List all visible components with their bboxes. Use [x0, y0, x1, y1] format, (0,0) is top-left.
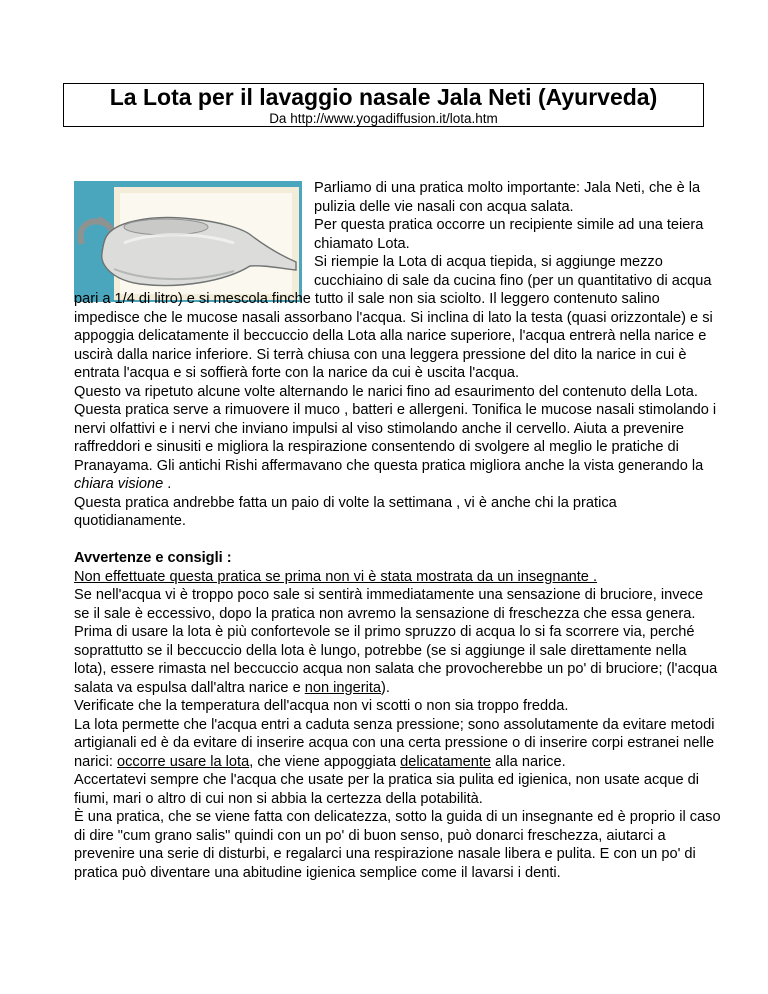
warnings-paragraph-3-end: alla narice. [491, 753, 566, 770]
warnings-paragraph-2: Verificate che la temperatura dell'acqua non vi scotti o non sia troppo fredda. [74, 698, 569, 714]
intro-paragraph-4: Questo va ripetuto alcune volte alternando le narici fino ad esaurimento del contenuto della Lota. [74, 383, 698, 400]
intro-paragraph-5-end: . [163, 476, 172, 492]
occorre-usare-la-lota-underlined: occorre usare la lota [116, 753, 250, 770]
warnings-paragraph-4: Accertatevi sempre che l'acqua che usate per la pratica sia pulita ed igienica, non usate acque di fiumi, mari o altro di cui non si abbia la certezza della potabilità. [74, 772, 700, 807]
warnings-heading: Avvertenze e consigli : [74, 550, 232, 566]
intro-paragraph-2: Per questa pratica occorre un recipiente simile ad una teiera chiamato Lota. [314, 217, 704, 252]
document-title: La Lota per il lavaggio nasale Jala Neti (Ayurveda) [109, 84, 658, 110]
article-body [74, 179, 722, 882]
image-spacer [74, 179, 314, 290]
section-gap [74, 531, 722, 550]
warnings-paragraph-3-mid: , che viene appoggiata [249, 753, 401, 770]
warnings-paragraph-5: È una pratica, che se viene fatta con delicatezza, sotto la guida di un insegnante ed è proprio il caso di dire "cum grano salis" quindi con un po' di buon senso, può donarci freschezza, aiutarci a prevenire una serie di disturbi, e regalarci una respirazione nasale libera e pulita. E con un po' di pratica può diventare una abitudine igienica semplice come il lavarsi i denti. [74, 809, 721, 881]
intro-paragraph-1: Parliamo di una pratica molto importante: Jala Neti, che è la pulizia delle vie nasali con acqua salata. [314, 180, 701, 215]
warnings-paragraph-3 [74, 716, 722, 772]
warnings-paragraph-1 [74, 586, 722, 697]
intro-paragraph-3: Si riempie la Lota di acqua tiepida, si aggiunge mezzo cucchiaino di sale da cucina fino (per un quantitativo di acqua pari a 1/4 di litro) e si mescola finche tutto il sale non sia sciolto. Il leggero contenuto salino impedisce che le mucose nasali assorbano l'acqua. Si inclina di lato la testa (quasi orizzontale) e si appoggia delicatamente il beccuccio della Lota alla narice superiore, l'acqua entrerà nella narice e uscirà dalla narice inferiore. Si terrà chiusa con una leggera pressione del dito la narice in cui è entrata l'acqua e si soffierà forte con la narice da cui è uscita l'acqua. [74, 254, 713, 381]
warnings-underlined-line: Non effettuate questa pratica se prima non vi è stata mostrata da un insegnante . [74, 568, 597, 585]
warnings-paragraph-1-end: ). [381, 679, 390, 696]
warnings-paragraph-3-text: La lota permette che l'acqua entri a caduta senza pressione; sono assolutamente da evitare metodi artigianali ed è da evitare di inserire acqua con una certa pressione o di inserire corpi estranei nelle narici: [74, 716, 715, 770]
source-url: Da http://www.yogadiffusion.it/lota.htm [269, 111, 498, 126]
delicatamente-underlined: delicatamente [400, 753, 492, 770]
warnings-paragraph-1-text: Se nell'acqua vi è troppo poco sale si sentirà immediatamente una sensazione di bruciore, invece se il sale è eccessivo, dopo la pratica non avremo la sensazione di freschezza che essa genera. Prima di usare la lota è più confortevole se il primo spruzzo di acqua lo si fa scorrere via, perché soprattutto se il beccuccio della lota è lungo, potrebbe (se si aggiunge il sale direttamente nella lota), essere rimasta nel beccuccio acqua non salata che provocherebbe un po' di bruciore; (l'acqua salata va espulsa dall'altra narice e [74, 587, 718, 696]
chiara-visione-italic: chiara visione [74, 476, 164, 492]
intro-paragraph-6: Questa pratica andrebbe fatta un paio di volte la settimana , vi è anche chi la pratica quotidianamente. [74, 494, 617, 529]
non-ingerita-underlined: non ingerita [304, 679, 382, 696]
intro-paragraph-5-text: Questa pratica serve a rimuovere il muco , batteri e allergeni. Tonifica le mucose nasali stimolando i nervi olfattivi e i nervi che inviano impulsi al viso stimolando anche il cervello. Aiuta a prevenire raffreddori e sinusiti e migliora la respirazione consentendo di svolgere al meglio le pratiche di Pranayama. Gli antichi Rishi affermavano che questa pratica migliora anche la vista generando la [74, 402, 717, 474]
intro-paragraph-5 [74, 401, 722, 494]
